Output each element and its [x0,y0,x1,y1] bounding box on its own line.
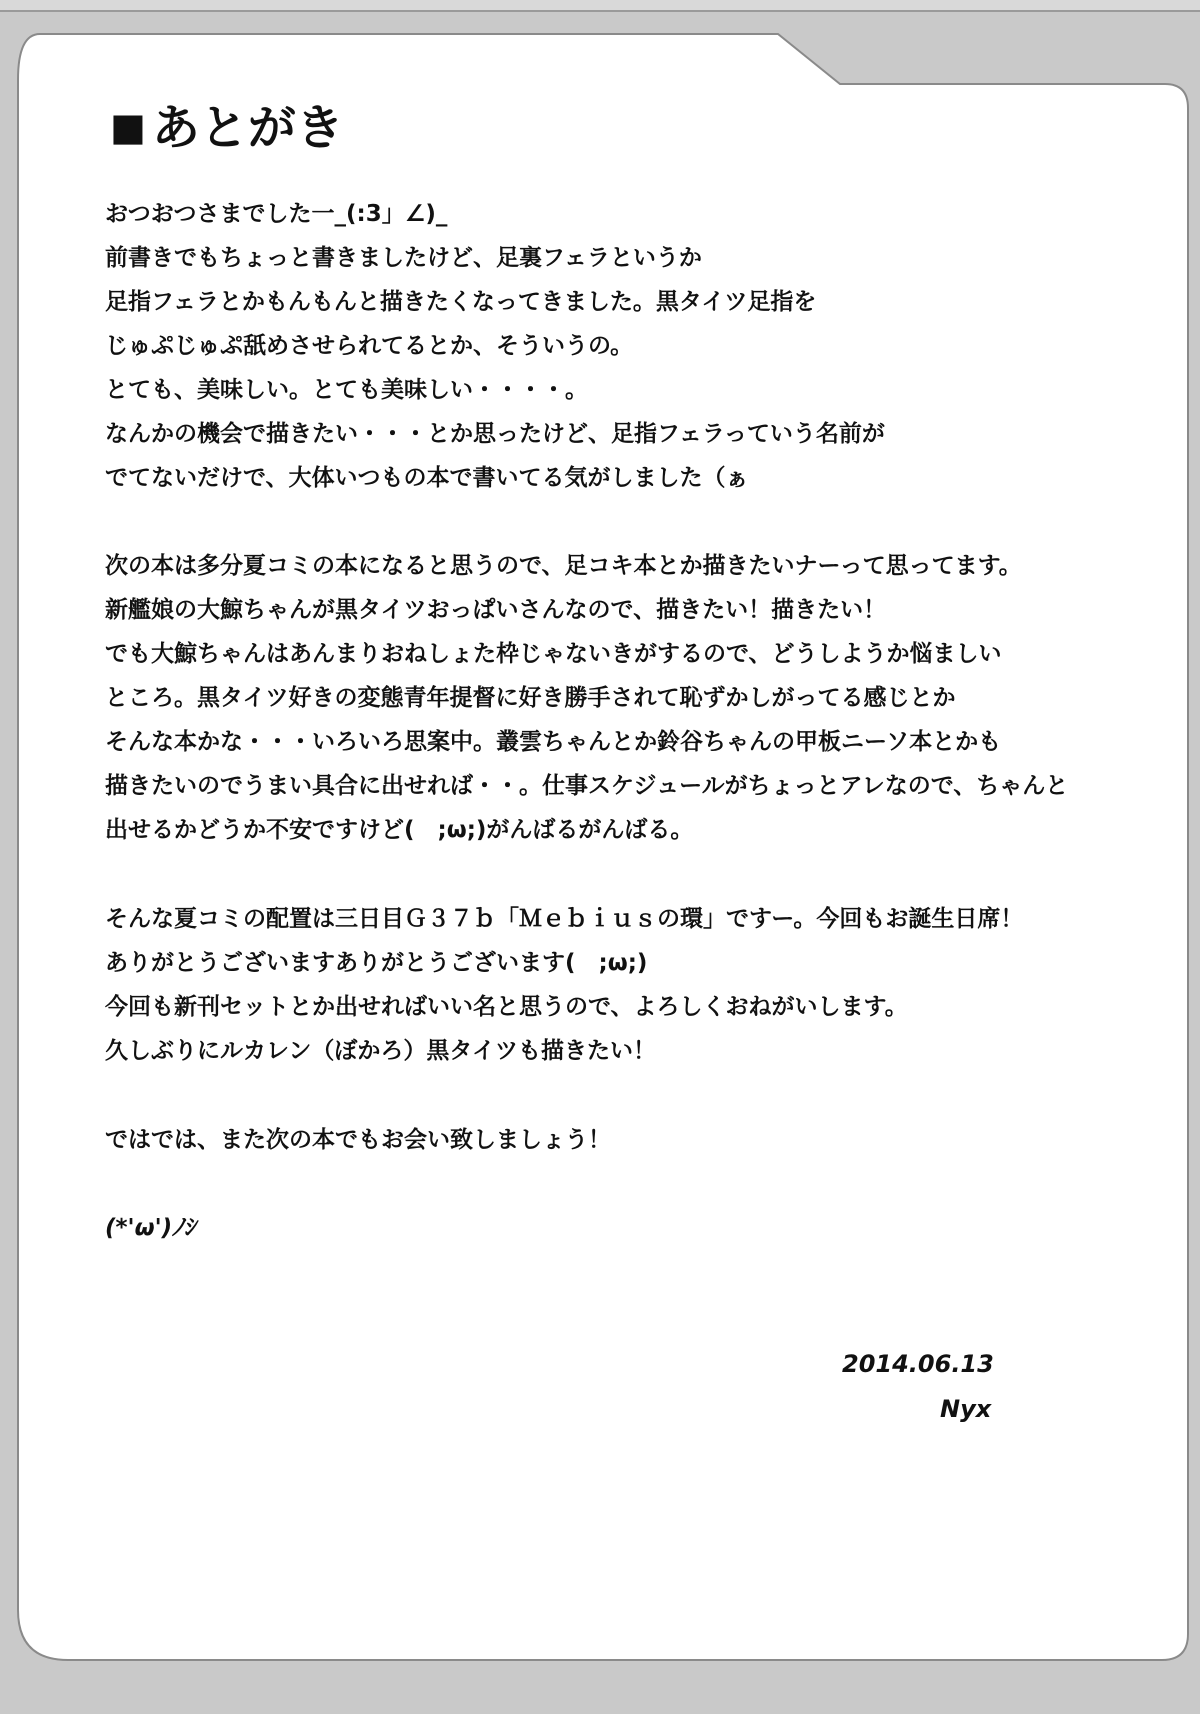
text-line: 足指フェラとかもんもんと描きたくなってきました。黒タイツ足指を [105,289,817,315]
text-line: 次の本は多分夏コミの本になると思うので、足コキ本とか描きたいナーって思ってます。 [105,553,1022,579]
text-line: とても、美味しい。とても美味しい・・・・。 [105,377,588,403]
text-line: ありがとうございますありがとうございます( ;ω;) [105,950,648,976]
text-line: おつおつさまでした一_(:3」∠)_ [105,201,448,227]
page-title [110,100,344,156]
text-line: じゅぷじゅぷ舐めさせられてるとか、そういうの。 [105,333,634,359]
text-line: 新艦娘の大鯨ちゃんが黒タイツおっぱいさんなので、描きたい！描きたい！ [105,597,887,623]
text-line: 今回も新刊セットとか出せればいい名と思うので、よろしくおねがいします。 [105,994,908,1020]
square-bullet-icon: ■ [110,105,146,149]
text-line: そんな夏コミの配置は三日目Ｇ３７ｂ「Ｍｅｂｉｕｓの環」ですー。今回もお誕生日席！ [105,906,1024,932]
text-line: ではでは、また次の本でもお会い致しましょう！ [105,1127,611,1153]
text-line: そんな本かな・・・いろいろ思案中。叢雲ちゃんとか鈴谷ちゃんの甲板ニーソ本とかも [105,729,1002,755]
text-line: でてないだけで、大体いつもの本で書いてる気がしました（ぁ [105,465,749,491]
text-line: ところ。黒タイツ好きの変態青年提督に好き勝手されて恥ずかしがってる感じとか [105,685,956,711]
signature-date: 2014.06.13 [842,1350,994,1378]
text-line: 出せるかどうか不安ですけど( ;ω;)がんばるがんばる。 [105,817,694,843]
text-line: 前書きでもちょっと書きましたけど、足裏フェラというか [105,245,702,271]
emoticon: (*'ω')ﾉｼ [105,1215,196,1241]
page-title-text: あとがき [151,100,344,156]
text-line: でも大鯨ちゃんはあんまりおねしょた枠じゃないきがするので、どうしようか悩ましい [105,641,1002,667]
signature-author: Nyx [940,1395,992,1423]
text-line: なんかの機会で描きたい・・・とか思ったけど、足指フェラっていう名前が [105,421,885,447]
text-line: 久しぶりにルカレン（ぼかろ）黒タイツも描きたい！ [105,1038,656,1064]
text-line: 描きたいのでうまい具合に出せれば・・。仕事スケジュールがちょっとアレなので、ちゃんと [105,773,1069,799]
